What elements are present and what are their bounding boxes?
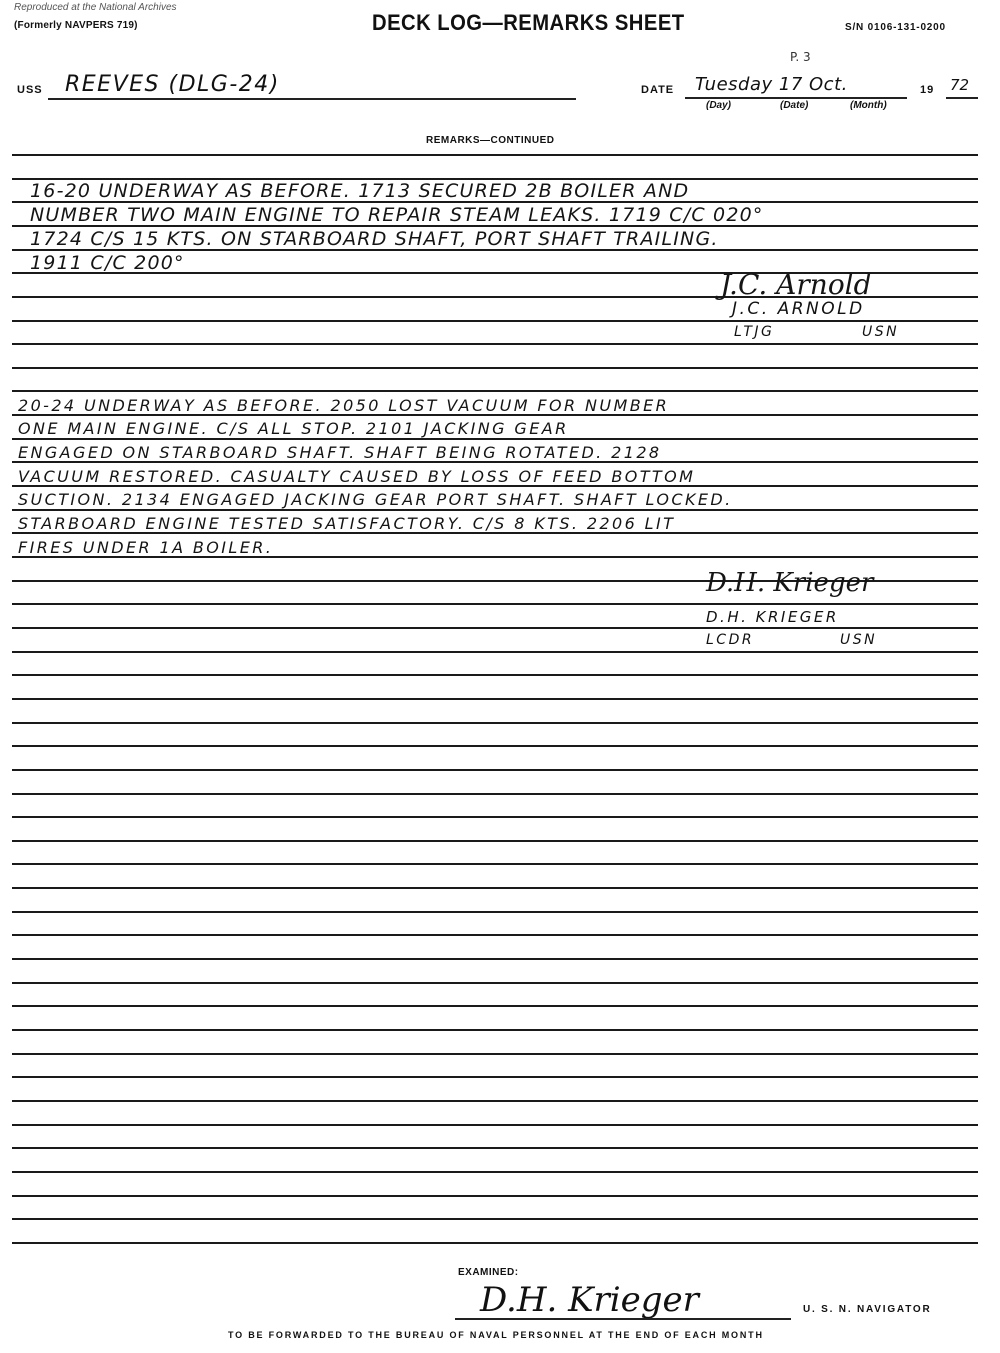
ruled-line <box>12 1076 978 1078</box>
entry1-printed-name: J.C. ARNOLD <box>732 299 865 319</box>
ruled-line <box>12 863 978 865</box>
year-prefix: 19 <box>920 84 935 96</box>
ruled-line <box>12 1029 978 1031</box>
ruled-line <box>12 651 978 653</box>
ruled-line <box>12 390 978 392</box>
footer-note: TO BE FORWARDED TO THE BUREAU OF NAVAL PERSONNEL AT THE END OF EACH MONTH <box>228 1330 764 1340</box>
entry2-service: USN <box>840 632 878 648</box>
ruled-line <box>12 1100 978 1102</box>
ruled-line <box>12 745 978 747</box>
entry2-line-1: 20-24 UNDERWAY AS BEFORE. 2050 LOST VACUUM FOR NUMBER <box>18 396 670 415</box>
examined-label: EXAMINED: <box>458 1267 519 1278</box>
year-underline <box>946 97 978 99</box>
entry1-rank: LTJG <box>734 324 775 340</box>
entry2-line-4: VACUUM RESTORED. CASUALTY CAUSED BY LOSS OF FEED BOTTOM <box>18 467 696 486</box>
ruled-line <box>12 1005 978 1007</box>
uss-label: USS <box>17 84 43 96</box>
ruled-line <box>12 438 978 440</box>
date-label: DATE <box>641 84 675 96</box>
sub-label-day: (Day) <box>706 100 732 111</box>
sub-label-month: (Month) <box>850 100 887 111</box>
ruled-line <box>12 1218 978 1220</box>
ruled-line <box>12 1147 978 1149</box>
examined-underline <box>455 1318 791 1320</box>
ruled-line <box>12 1171 978 1173</box>
sub-label-date: (Date) <box>780 100 809 111</box>
remarks-continued-label: REMARKS—CONTINUED <box>426 135 555 146</box>
entry2-line-6: STARBOARD ENGINE TESTED SATISFACTORY. C/S 8 KTS. 2206 LIT <box>18 514 676 533</box>
ruled-line <box>12 793 978 795</box>
ruled-line <box>12 887 978 889</box>
ruled-line <box>12 934 978 936</box>
page-mark: P. 3 <box>790 50 811 64</box>
ruled-line <box>12 982 978 984</box>
ruled-line <box>12 958 978 960</box>
entry1-signature: J.C. Arnold <box>720 268 872 301</box>
ruled-line <box>12 1124 978 1126</box>
ruled-line <box>12 722 978 724</box>
entry2-line-2: ONE MAIN ENGINE. C/S ALL STOP. 2101 JACKING GEAR <box>18 419 569 438</box>
page-title: DECK LOG—REMARKS SHEET <box>372 10 685 35</box>
ruled-line <box>12 343 978 345</box>
entry2-line-5: SUCTION. 2134 ENGAGED JACKING GEAR PORT SHAFT. SHAFT LOCKED. <box>18 490 733 509</box>
ruled-line <box>12 154 978 156</box>
ruled-line <box>12 1195 978 1197</box>
entry2-signature: D.H. Krieger <box>706 568 874 598</box>
ship-name: REEVES (DLG-24) <box>65 72 280 97</box>
entry2-line-7: FIRES UNDER 1A BOILER. <box>18 538 274 557</box>
ruled-line <box>12 840 978 842</box>
entry2-printed-name: D.H. KRIEGER <box>706 608 839 626</box>
date-underline <box>685 97 907 99</box>
ruled-line <box>12 367 978 369</box>
entry2-line-3: ENGAGED ON STARBOARD SHAFT. SHAFT BEING ROTATED. 2128 <box>18 443 662 462</box>
navigator-label: U. S. N. NAVIGATOR <box>803 1304 932 1315</box>
ruled-line <box>12 509 978 511</box>
stock-number: S/N 0106-131-0200 <box>845 22 946 33</box>
ruled-line <box>12 1242 978 1244</box>
examined-signature: D.H. Krieger <box>480 1280 699 1320</box>
ruled-line <box>12 627 978 629</box>
entry1-line-1: 16-20 UNDERWAY AS BEFORE. 1713 SECURED 2B BOILER AND <box>30 180 690 202</box>
ship-name-underline <box>48 98 576 100</box>
ruled-line <box>12 911 978 913</box>
ruled-line <box>12 698 978 700</box>
ruled-line <box>12 320 978 322</box>
ruled-line <box>12 674 978 676</box>
entry1-line-4: 1911 C/C 200° <box>30 252 185 274</box>
form-number: (Formerly NAVPERS 719) <box>14 20 138 31</box>
date-value: Tuesday 17 Oct. <box>695 74 848 95</box>
ruled-line <box>12 603 978 605</box>
ruled-line <box>12 816 978 818</box>
ruled-line <box>12 769 978 771</box>
entry2-rank: LCDR <box>706 632 755 648</box>
entry1-line-3: 1724 C/S 15 KTS. ON STARBOARD SHAFT, PORT SHAFT TRAILING. <box>30 228 719 250</box>
year-value: 72 <box>950 76 970 94</box>
ruled-line <box>12 1053 978 1055</box>
entry1-line-2: NUMBER TWO MAIN ENGINE TO REPAIR STEAM LEAKS. 1719 C/C 020° <box>30 204 764 226</box>
archive-stamp: Reproduced at the National Archives <box>14 2 177 13</box>
entry1-service: USN <box>862 324 900 340</box>
